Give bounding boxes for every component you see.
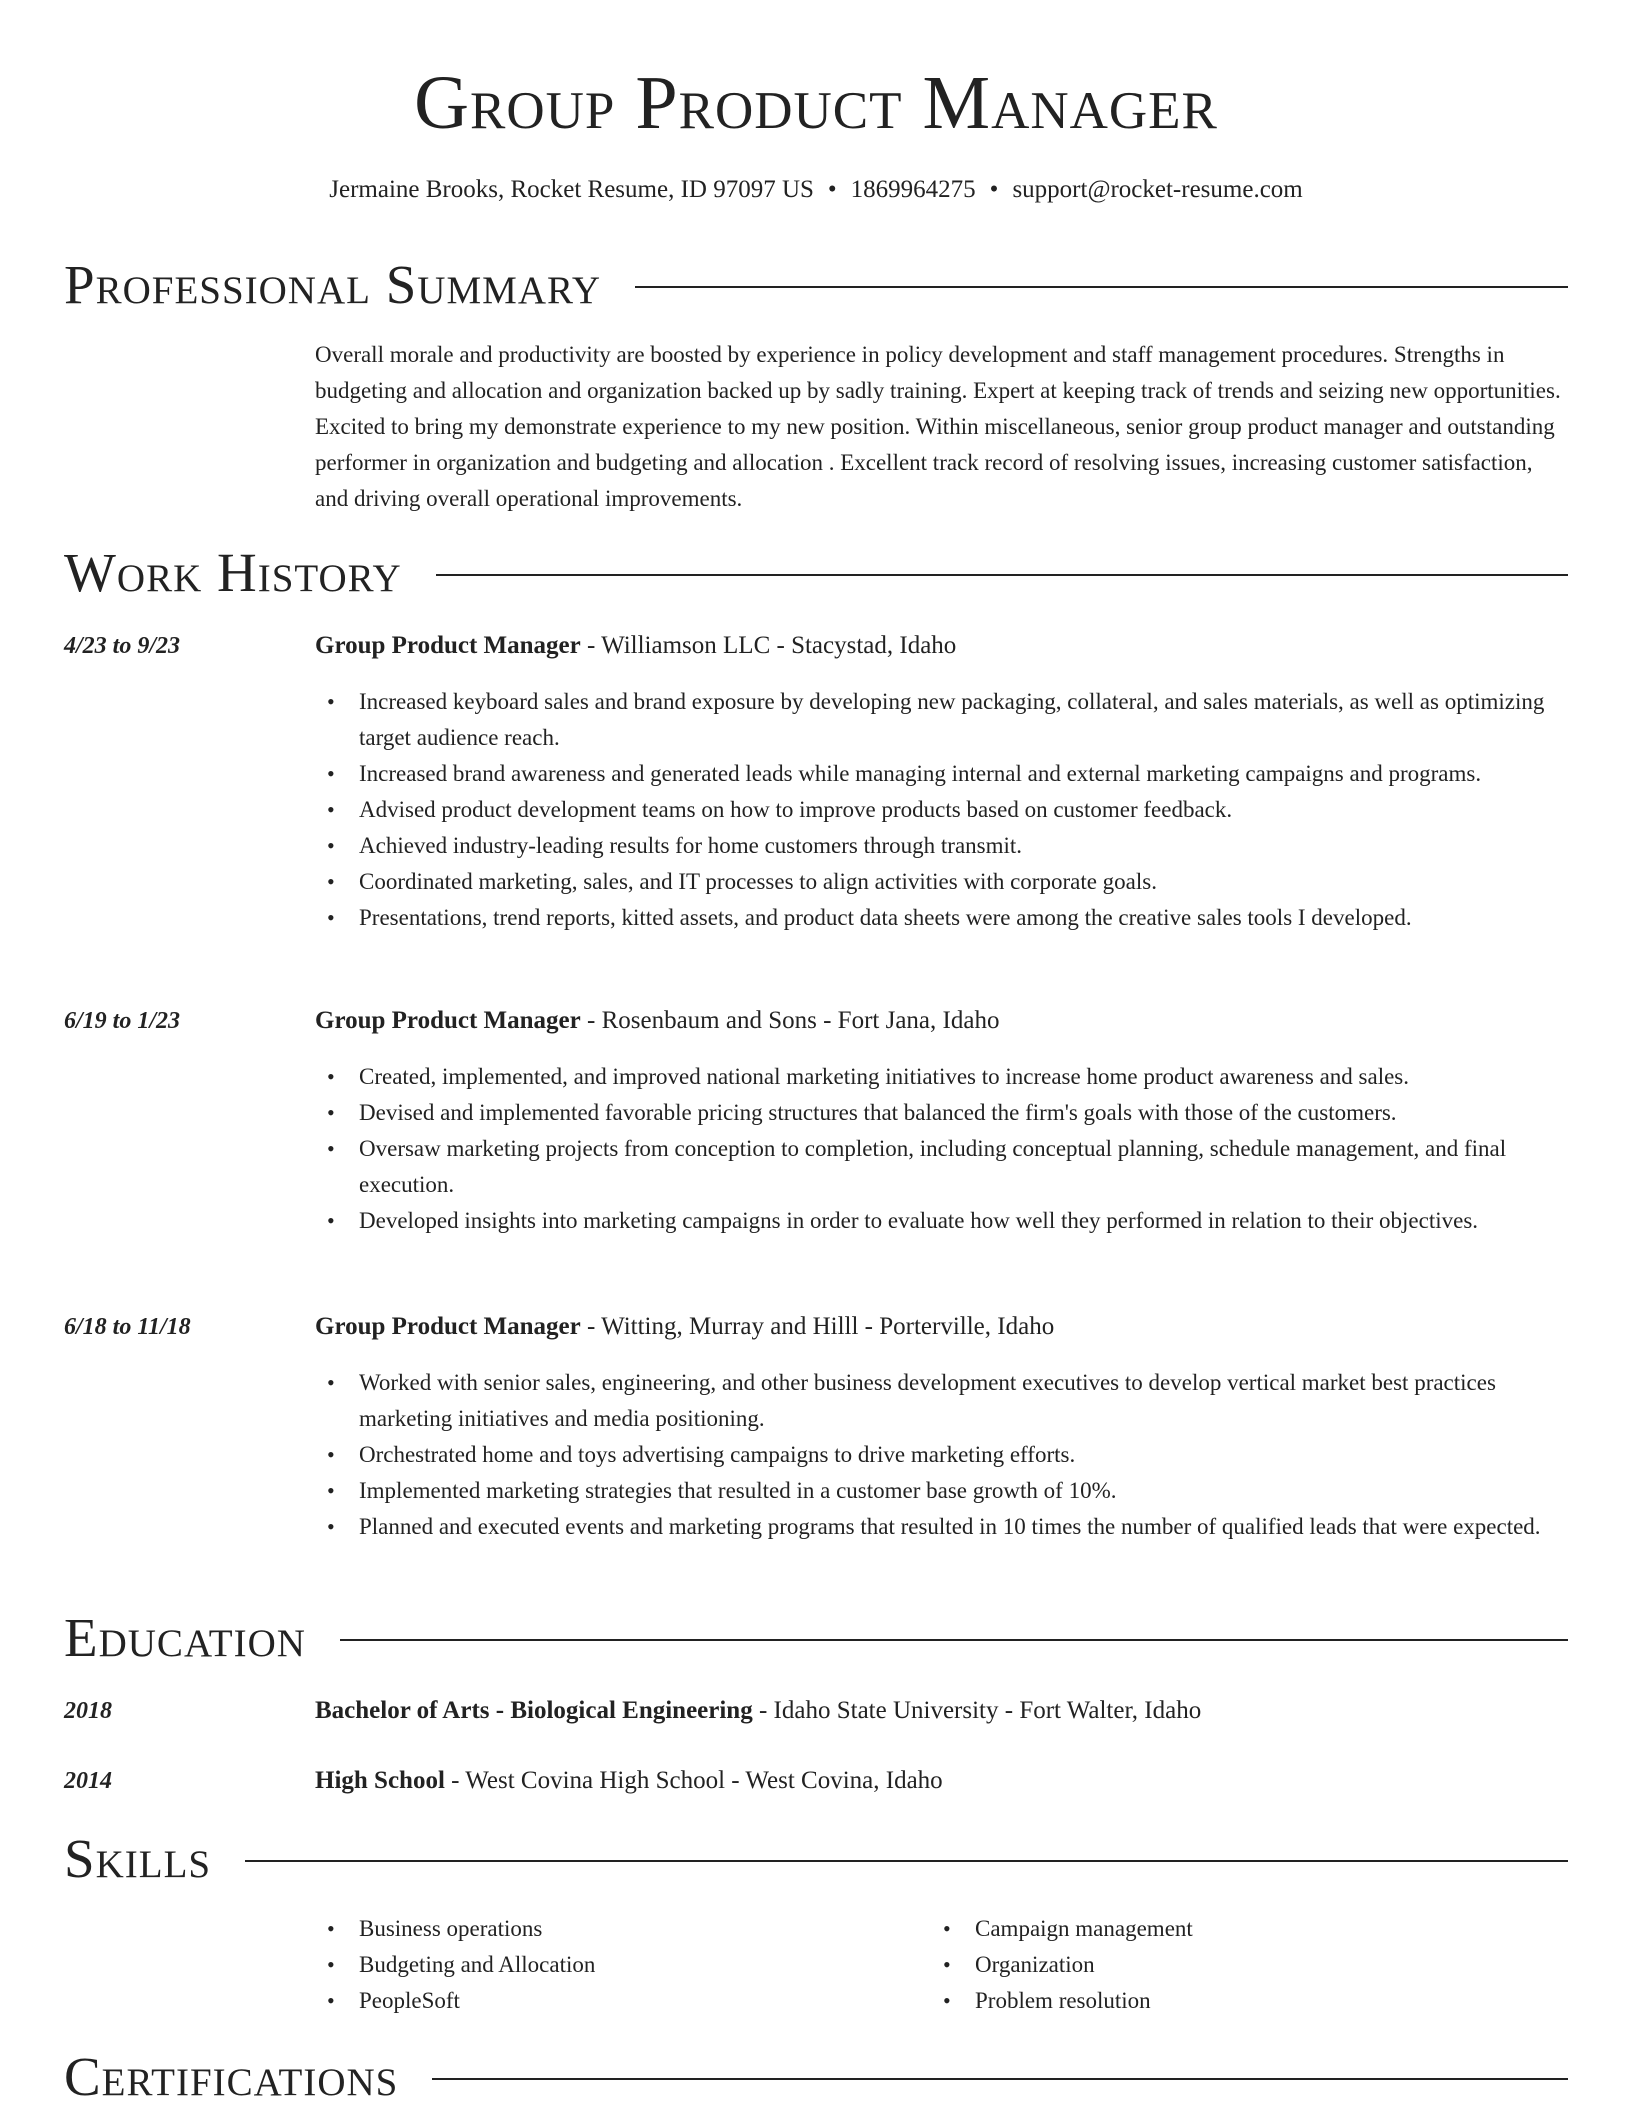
skill-item: • Problem resolution bbox=[931, 1983, 1531, 2019]
skill-item: • Business operations bbox=[315, 1911, 915, 1947]
education-degree: Bachelor of Arts - Biological Engineering bbox=[315, 1697, 753, 1724]
education-entry bbox=[315, 1694, 1565, 1728]
contact-line bbox=[0, 173, 1632, 207]
section-header-education bbox=[64, 1603, 1568, 1673]
list-item: • Coordinated marketing, sales, and IT processes to align activities with corporate goals. bbox=[315, 864, 1565, 900]
section-divider bbox=[635, 286, 1568, 288]
skills-list-left bbox=[315, 1911, 915, 2019]
contact-separator: • bbox=[989, 176, 999, 203]
job-bullets bbox=[315, 1059, 1565, 1239]
education-school: - Idaho State University - Fort Walter, Idaho bbox=[752, 1697, 1202, 1724]
resume-title: Group Product Manager bbox=[414, 61, 1218, 145]
contact-separator: • bbox=[827, 176, 837, 203]
skills-list-right bbox=[931, 1911, 1531, 2019]
list-item: • Advised product development teams on how to improve products based on customer feedback. bbox=[315, 792, 1565, 828]
list-item: • Worked with senior sales, engineering, and other business development executives to develop vertical market best practices marketing initiatives and media positioning. bbox=[315, 1365, 1565, 1437]
skill-item: • Campaign management bbox=[931, 1911, 1531, 1947]
job-dates: 4/23 to 9/23 bbox=[64, 633, 181, 659]
list-item: • Achieved industry-leading results for home customers through transmit. bbox=[315, 828, 1565, 864]
list-item: • Oversaw marketing projects from conception to completion, including conceptual planning, schedule management, and final execution. bbox=[315, 1131, 1565, 1203]
skill-item: • Organization bbox=[931, 1947, 1531, 1983]
education-entry bbox=[315, 1764, 1565, 1798]
job-heading bbox=[315, 1310, 1565, 1344]
summary-text: Overall morale and productivity are boosted by experience in policy development and staff management procedures. Strengths in budgeting and allocation and organization backed up by sadly training. Expert at keeping track of trends and seizing new opportunities. Excited to bring my demonstrate experience to my new position. Within miscellaneous, senior group product manager and outstanding performer in organization and budgeting and allocation . Excellent track record of resolving issues, increasing customer satisfaction, and driving overall operational improvements. bbox=[315, 342, 1561, 511]
job-title: Group Product Manager bbox=[315, 1313, 581, 1340]
job-bullets bbox=[315, 684, 1565, 936]
job-employer: - Williamson LLC - Stacystad, Idaho bbox=[580, 632, 957, 659]
education-year: 2014 bbox=[64, 1768, 112, 1794]
section-header-skills bbox=[64, 1824, 1568, 1894]
section-title-work: Work History bbox=[64, 542, 402, 603]
education-degree: High School bbox=[315, 1767, 445, 1794]
list-item: • Devised and implemented favorable pricing structures that balanced the firm's goals with those of the customers. bbox=[315, 1095, 1565, 1131]
list-item: • Presentations, trend reports, kitted assets, and product data sheets were among the creative sales tools I developed. bbox=[315, 900, 1565, 936]
job-heading bbox=[315, 1004, 1565, 1038]
section-title-certifications: Certifications bbox=[64, 2046, 399, 2107]
education-school: - West Covina High School - West Covina, Idaho bbox=[444, 1767, 943, 1794]
section-divider bbox=[436, 574, 1568, 576]
list-item: • Orchestrated home and toys advertising campaigns to drive marketing efforts. bbox=[315, 1437, 1565, 1473]
job-heading bbox=[315, 629, 1565, 663]
section-header-certifications bbox=[64, 2042, 1568, 2112]
job-dates: 6/19 to 1/23 bbox=[64, 1008, 181, 1034]
contact-phone: 1869964275 bbox=[850, 176, 976, 203]
job-bullets bbox=[315, 1365, 1565, 1545]
list-item: • Increased brand awareness and generated leads while managing internal and external marketing campaigns and programs. bbox=[315, 756, 1565, 792]
section-title-education: Education bbox=[64, 1607, 306, 1668]
job-title: Group Product Manager bbox=[315, 632, 581, 659]
job-employer: - Witting, Murray and Hilll - Porterville, Idaho bbox=[580, 1313, 1055, 1340]
section-header-summary bbox=[64, 250, 1568, 320]
job-dates: 6/18 to 11/18 bbox=[64, 1314, 191, 1340]
job-employer: - Rosenbaum and Sons - Fort Jana, Idaho bbox=[580, 1007, 1000, 1034]
skill-item: • Budgeting and Allocation bbox=[315, 1947, 915, 1983]
list-item: • Developed insights into marketing campaigns in order to evaluate how well they performed in relation to their objectives. bbox=[315, 1203, 1565, 1239]
section-divider bbox=[432, 2078, 1568, 2080]
section-header-work bbox=[64, 538, 1568, 608]
section-divider bbox=[340, 1639, 1568, 1641]
contact-address: Jermaine Brooks, Rocket Resume, ID 97097 US bbox=[329, 176, 814, 203]
list-item: • Increased keyboard sales and brand exposure by developing new packaging, collateral, and sales materials, as well as optimizing target audience reach. bbox=[315, 684, 1565, 756]
list-item: • Implemented marketing strategies that resulted in a customer base growth of 10%. bbox=[315, 1473, 1565, 1509]
list-item: • Planned and executed events and marketing programs that resulted in 10 times the number of qualified leads that were expected. bbox=[315, 1509, 1565, 1545]
section-title-summary: Professional Summary bbox=[64, 254, 602, 315]
education-year: 2018 bbox=[64, 1698, 112, 1724]
contact-email: support@rocket-resume.com bbox=[1012, 176, 1303, 203]
section-title-skills: Skills bbox=[64, 1828, 212, 1889]
job-title: Group Product Manager bbox=[315, 1007, 581, 1034]
skill-item: • PeopleSoft bbox=[315, 1983, 915, 2019]
list-item: • Created, implemented, and improved national marketing initiatives to increase home product awareness and sales. bbox=[315, 1059, 1565, 1095]
section-divider bbox=[245, 1860, 1568, 1862]
